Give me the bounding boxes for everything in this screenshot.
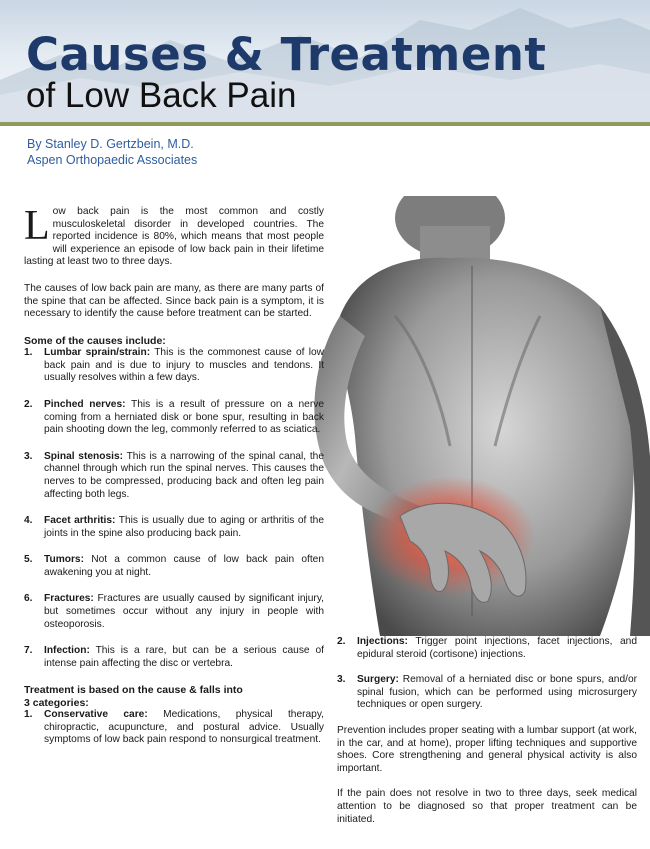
item-term: Tumors: xyxy=(44,554,84,566)
item-text: Removal of a herniated disc or bone spurs, and/or spinal fusion, which can be performed using microsurgery techniques or open surgery. xyxy=(357,674,637,711)
item-term: Lumbar sprain/strain: xyxy=(44,347,151,359)
treatment-heading-line-2: 3 categories: xyxy=(24,696,89,709)
prevention-paragraph: Prevention includes proper seating with a lumbar support (at work, in the car, and at home), proper lifting techniques and supportive shoes. Core strengthening and general physical activity is also important. xyxy=(337,724,637,774)
causes-heading: Some of the causes include: xyxy=(24,334,166,347)
item-text: This is a narrowing of the spinal canal, the channel through which run the spinal nerves. This causes the nerves to be compressed, producing back and often leg pain affecting both legs. xyxy=(44,450,325,500)
left-column xyxy=(24,203,325,761)
list-item xyxy=(24,554,324,579)
causes-list xyxy=(24,347,324,670)
list-item xyxy=(24,451,324,501)
list-item xyxy=(24,593,324,631)
item-text: This is a rare, but can be a serious cause of intense pain affecting the disc or vertebra. xyxy=(44,645,324,669)
item-number: 1. xyxy=(24,347,33,359)
list-item xyxy=(24,515,324,540)
item-term: Pinched nerves: xyxy=(44,398,126,410)
item-text: Fractures are usually caused by significant injury, but sometimes occur without any injury in people with osteoporosis. xyxy=(44,593,324,630)
drop-cap: L xyxy=(24,203,50,249)
item-number: 1. xyxy=(24,709,33,721)
item-number: 2. xyxy=(337,636,346,647)
item-text: This is usually due to aging or arthritis of the joints in the spine also producing back pain. xyxy=(44,515,324,539)
item-text: Medications, physical therapy, chiropractic, acupuncture, and postural advice. Usually symptoms of low back pain respond to nonsurgical treatment. xyxy=(44,709,325,746)
intro-text-1: ow back pain is the most common and costly musculoskeletal disorder in developed countries. The reported incidence is 80%, which means that most people will experience an episode of low back pain in their lifetime lasting at least two to three days. xyxy=(24,206,324,268)
item-term: Fractures: xyxy=(44,593,94,605)
item-text: Not a common cause of low back pain often awakening you at night. xyxy=(44,554,324,578)
treatment-heading-line-1: Treatment is based on the cause & falls into xyxy=(24,684,243,697)
item-number: 5. xyxy=(24,554,33,566)
header-rule xyxy=(0,122,650,126)
list-item xyxy=(337,674,637,712)
right-column xyxy=(337,636,637,839)
list-item xyxy=(24,645,324,670)
header-banner xyxy=(0,0,650,122)
item-text: This is a result of pressure on a nerve coming from a herniated disk or bone spur, resulting in back pain shooting down the leg, commonly referred to as sciatica. xyxy=(44,398,324,436)
item-text: Trigger point injections, facet injections, and epidural steroid (cortisone) injections. xyxy=(357,636,637,660)
item-number: 2. xyxy=(24,398,33,410)
item-number: 7. xyxy=(24,645,33,657)
closing-paragraph: If the pain does not resolve in two to three days, seek medical attention to be diagnosed so that proper treatment can be initiated. xyxy=(337,788,637,825)
list-item xyxy=(337,636,637,661)
back-pain-photo xyxy=(300,196,650,636)
item-text: This is the commonest cause of low back pain and is due to injury to muscles and tendons. It usually resolves within a few days. xyxy=(44,347,324,384)
organization: Aspen Orthopaedic Associates xyxy=(27,153,198,167)
treatment-list-part-2 xyxy=(337,636,637,712)
item-term: Surgery: xyxy=(357,674,399,686)
item-term: Conservative care: xyxy=(44,709,148,721)
item-number: 3. xyxy=(337,674,346,686)
list-item xyxy=(24,399,324,437)
intro-paragraph-2: The causes of low back pain are many, as there are many parts of the spine that can be affected. Since back pain is a symptom, it is necessary to identify the cause before treatment can be started. xyxy=(24,282,324,320)
byline xyxy=(27,136,197,168)
item-term: Spinal stenosis: xyxy=(44,450,124,462)
item-term: Facet arthritis: xyxy=(44,515,116,527)
title-line-2: of Low Back Pain xyxy=(26,76,297,115)
intro-paragraph-1 xyxy=(24,203,324,269)
item-number: 6. xyxy=(24,593,33,605)
title-line-1: Causes & Treatment xyxy=(26,28,547,81)
list-item xyxy=(24,347,324,385)
list-item xyxy=(24,709,324,747)
item-number: 4. xyxy=(24,515,33,527)
author: By Stanley D. Gertzbein, M.D. xyxy=(27,137,194,151)
item-number: 3. xyxy=(24,450,33,462)
item-term: Infection: xyxy=(44,645,90,657)
treatment-list-part-1 xyxy=(24,709,324,747)
item-term: Injections: xyxy=(357,636,408,647)
